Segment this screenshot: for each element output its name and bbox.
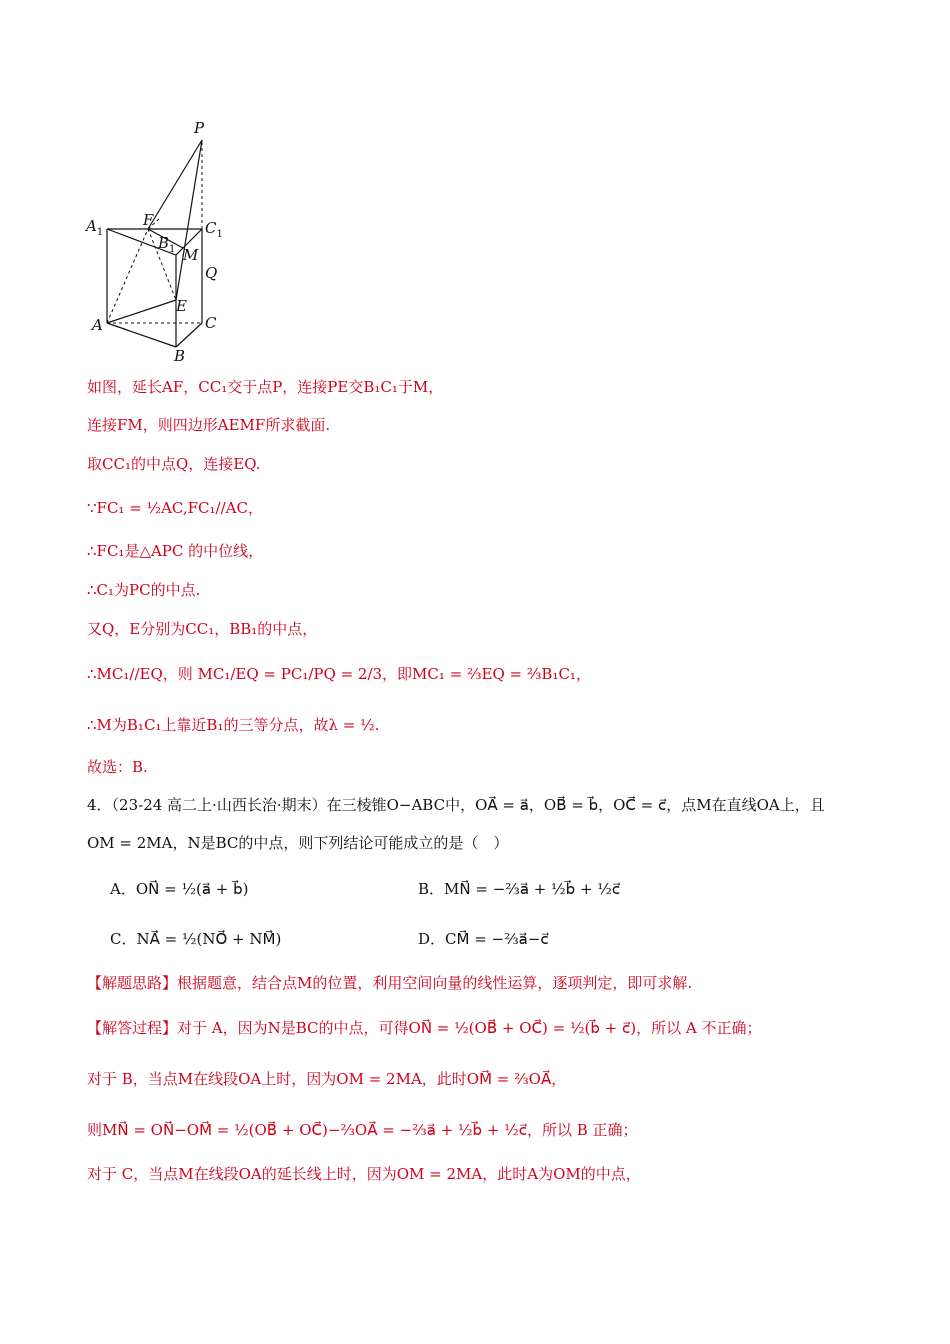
option-c: C．NA⃗ = ½(NO⃗ + NM⃗) <box>110 930 282 948</box>
edge-A-B <box>107 323 176 347</box>
label-B1: $B_1$ <box>158 234 176 255</box>
thinking-text: 根据题意，结合点M的位置，利用空间向量的线性运算，逐项判定，即可求解. <box>177 974 693 992</box>
label-C1: $C_1$ <box>205 219 223 240</box>
solution-line: 又Q，E分别为CC₁，BB₁的中点， <box>87 620 318 638</box>
analysis-line: 则MN⃗ = ON⃗−OM⃗ = ½(OB⃗ + OC⃗)−⅔OA⃗ = −⅔a⃗ + ½b⃗ + ½c⃗，所以 B 正确； <box>87 1121 638 1139</box>
analysis-line: 对于 C，当点M在线段OA的延长线上时，因为OM = 2MA，此时A为OM的中点， <box>87 1165 641 1183</box>
solution-line: ∴C₁为PC的中点. <box>87 581 201 599</box>
process-tag: 【解答过程】 <box>87 1019 178 1037</box>
label-A1: $A_1$ <box>86 217 104 238</box>
thinking-tag: 【解题思路】 <box>87 974 178 992</box>
question-stem: 4．（23-24 高二上·山西长治·期末）在三棱锥O−ABC中，OA⃗ = a⃗，OB⃗ = b⃗，OC⃗ = c⃗，点M在直线OA上，且 <box>87 796 825 814</box>
solution-line: ∴MC₁//EQ，则 MC₁/EQ = PC₁/PQ = 2/3，即MC₁ = ⅔EQ = ⅔B₁C₁， <box>87 665 591 683</box>
solution-line: ∴M为B₁C₁上靠近B₁的三等分点，故λ = ½. <box>87 716 380 734</box>
process-line <box>87 1018 761 1038</box>
edge-B-C <box>176 323 202 347</box>
edge-F-P <box>148 140 202 229</box>
label-C: C <box>205 314 217 332</box>
edge-P-E <box>176 140 202 300</box>
edge-A-F-hidden <box>107 229 148 323</box>
label-M: M <box>183 246 199 264</box>
option-d: D．CM⃗ = −⅔a⃗−c⃗ <box>418 930 549 948</box>
label-E: E <box>176 297 187 315</box>
solution-line: ∵FC₁ = ½AC,FC₁//AC， <box>87 499 263 517</box>
label-B: B <box>174 347 186 365</box>
solution-line: ∴FC₁是△APC 的中位线， <box>87 542 264 560</box>
solution-line: 如图，延长AF，CC₁交于点P，连接PE交B₁C₁于M， <box>87 378 444 396</box>
process-text: 对于 A，因为N是BC的中点，可得ON⃗ = ½(OB⃗ + OC⃗) = ½(b⃗ + c⃗)，所以 A 不正确； <box>177 1019 762 1037</box>
prism-figure <box>80 112 240 368</box>
label-P: P <box>194 119 205 137</box>
label-A: A <box>92 316 103 334</box>
thinking-line <box>87 973 692 993</box>
solution-line: 故选：B. <box>87 758 148 776</box>
solution-line: 连接FM，则四边形AEMF所求截面. <box>87 416 331 434</box>
question-stem: OM = 2MA，N是BC的中点，则下列结论可能成立的是（ ） <box>87 834 509 852</box>
solution-line: 取CC₁的中点Q，连接EQ. <box>87 455 261 473</box>
option-b: B．MN⃗ = −⅔a⃗ + ½b⃗ + ½c⃗ <box>418 880 621 898</box>
label-Q: Q <box>205 264 218 282</box>
label-F: F <box>143 211 154 229</box>
analysis-line: 对于 B，当点M在线段OA上时，因为OM = 2MA，此时OM⃗ = ⅔OA⃗， <box>87 1070 567 1088</box>
option-a: A．ON⃗ = ½(a⃗ + b⃗) <box>110 880 249 898</box>
edge-A-E <box>107 300 176 323</box>
